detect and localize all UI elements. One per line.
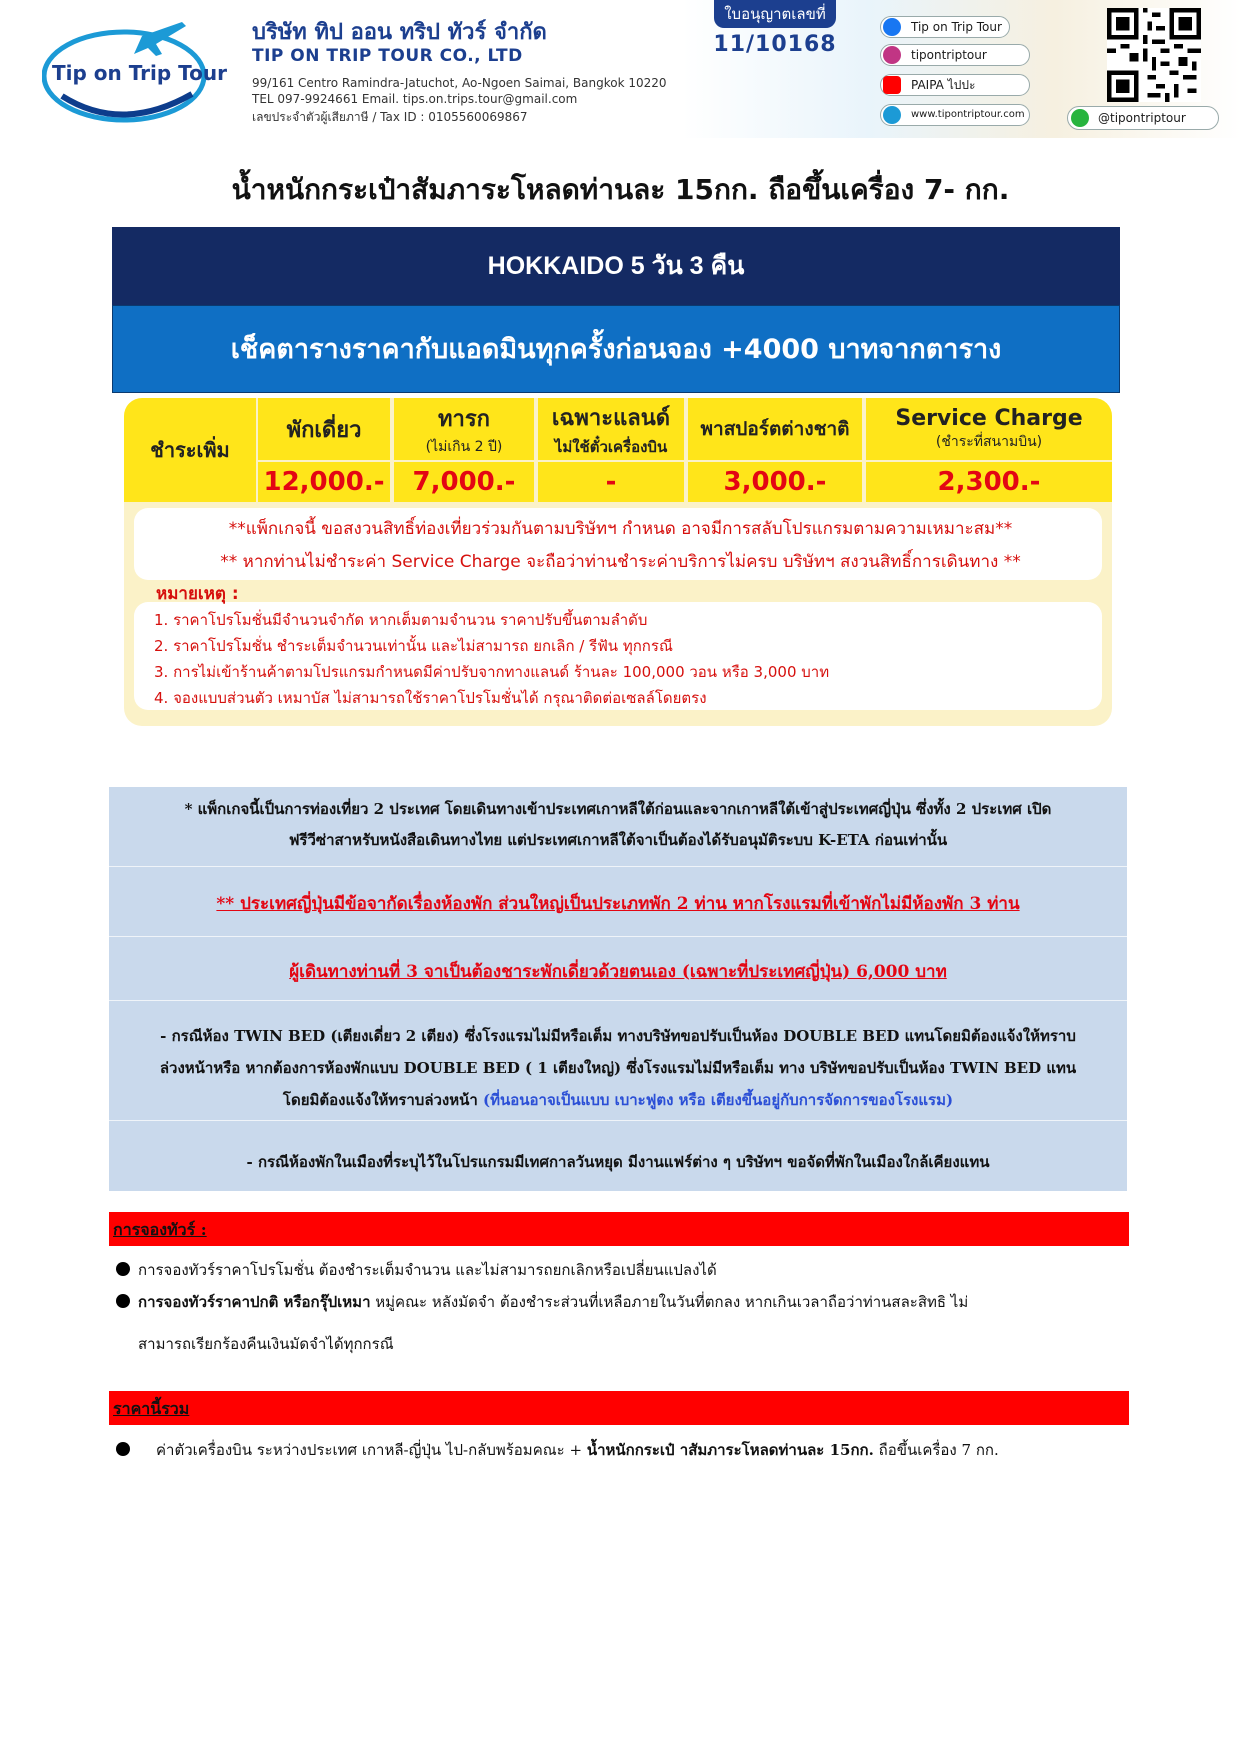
bullet-icon (116, 1442, 130, 1456)
instagram-label: tipontriptour (911, 48, 987, 62)
col-subtitle: (ชำระที่สนามบิน) (935, 433, 1043, 450)
third-traveler-warning: ผู้เดินทางท่านที่ 3 จาเป็นต้องชาระพักเดี่ยวด้วยตนเอง (เฉพาะที่ประเทศญี่ปุ่น) 6,000 บาท (289, 962, 947, 982)
logo-text: Tip on Trip Tour (52, 61, 227, 85)
bullet-icon (116, 1294, 130, 1308)
col-title: พักเดี่ยว (286, 417, 362, 443)
note-item: 3. การไม่เข้าร้านค้าตามโปรแกรมกำหนดมีค่าปรับจากทางแลนด์ ร้านละ 100,000 วอน หรือ 3,000 บาท (154, 663, 830, 681)
info-separator (109, 936, 1127, 937)
facebook-label: Tip on Trip Tour (911, 20, 1002, 34)
includes-text: ค่าตัวเครื่องบิน ระหว่างประเทศ เกาหลี-ญี่ปุ่น ไป-กลับพร้อมคณะ + (156, 1441, 587, 1459)
company-name-thai: บริษัท ทิป ออน ทริป ทัวร์ จำกัด (252, 20, 547, 45)
company-tax-id: เลขประจำตัวผู้เสียภาษี / Tax ID : 0105560069867 (252, 110, 528, 124)
booking-item (138, 1290, 968, 1314)
col-single-header (258, 398, 392, 460)
booking-item-emphasis: การจองทัวร์ราคาปกติ หรือกรุ๊ปเหมา (138, 1293, 371, 1311)
info-line: ฟรีวีซ่าสาหรับหนังสือเดินทางไทย แต่ประเทศเกาหลีใต้จาเป็นต้องได้รับอนุมัติระบบ K-ETA ก่อนเท่านั้น (288, 831, 948, 849)
booking-item: การจองทัวร์ราคาโปรโมชั่น ต้องชำระเต็มจำนวน และไม่สามารถยกเลิกหรือเปลี่ยนแปลงได้ (138, 1261, 717, 1279)
price-infant: 7,000.- (394, 462, 536, 502)
condition-line: ** หากท่านไม่ชำระค่า Service Charge จะถือว่าท่านชำระค่าบริการไม่ครบ บริษัทฯ สงวนสิทธิ์การเดินทาง ** (220, 552, 1021, 572)
note-item: 4. จองแบบส่วนตัว เหมาบัส ไม่สามารถใช้ราคาโปรโมชั่นได้ กรุณาติดต่อเซลล์โดยตรง (154, 689, 707, 707)
notes-title: หมายเหตุ : (156, 584, 239, 604)
col-subtitle: ไม่ใช้ตั๋วเครื่องบิน (554, 437, 668, 456)
website-link[interactable] (880, 104, 1030, 126)
col-title: ทารก (438, 406, 490, 432)
instagram-icon (883, 46, 901, 64)
col-service-charge-header (866, 398, 1112, 460)
instagram-link[interactable] (880, 44, 1030, 66)
info-separator (109, 866, 1127, 867)
col-title: Service Charge (895, 405, 1083, 431)
line-link[interactable] (1067, 106, 1219, 130)
surcharge-table (124, 398, 1112, 501)
includes-section-title: ราคานี้รวม (113, 1399, 190, 1418)
col-title: พาสปอร์ตต่างชาติ (700, 418, 850, 440)
license-label: ใบอนุญาตเลขที่ (714, 0, 836, 28)
globe-icon (883, 106, 901, 124)
page-header (0, 0, 1241, 138)
booking-section-title: การจองทัวร์ : (113, 1220, 207, 1239)
price-land-only: - (538, 462, 686, 502)
surcharge-row-label: ชำระเพิ่ม (124, 398, 256, 502)
info-line: ล่วงหน้าหรือ หากต้องการห้องพักแบบ DOUBLE BED ( 1 เตียงใหญ่) ซึ่งโรงแรมไม่มีหรือเต็ม ทาง บริษัทขอปรับเป็นห้อง TWIN BED แทน (159, 1059, 1077, 1077)
col-landonly-header (538, 398, 686, 460)
price-service-charge: 2,300.- (866, 462, 1112, 502)
booking-section-header (109, 1212, 1129, 1246)
license-number: 11/10168 (713, 32, 837, 57)
booking-item-continued: สามารถเรียกร้องคืนเงินมัดจำได้ทุกกรณี (138, 1335, 394, 1353)
bullet-icon (116, 1262, 130, 1276)
price-foreign-passport: 3,000.- (688, 462, 864, 502)
info-separator (109, 1120, 1127, 1121)
tour-title: HOKKAIDO 5 วัน 3 คืน (112, 227, 1120, 305)
website-label: www.tipontriptour.com (911, 109, 1025, 120)
info-separator (109, 1000, 1127, 1001)
info-line: - กรณีห้องพักในเมืองที่ระบุไว้ในโปรแกรมมีเทศกาลวันหยุด มีงานแฟร์ต่าง ๆ บริษัทฯ ขอจัดที่พักในเมืองใกล้เคียงแทน (246, 1153, 990, 1171)
license-box (700, 0, 850, 70)
facebook-link[interactable] (880, 16, 1010, 38)
col-title: เฉพาะแลนด์ (551, 405, 671, 431)
col-infant-header (394, 398, 536, 460)
tour-subtitle: เช็คตารางราคากับแอดมินทุกครั้งก่อนจอง +4000 บาทจากตาราง (112, 305, 1120, 393)
youtube-label: PAIPA ไปปะ (911, 78, 976, 92)
includes-section-header (109, 1391, 1129, 1425)
note-item: 2. ราคาโปรโมชั่น ชำระเต็มจำนวนเท่านั้น และไม่สามารถ ยกเลิก / รีฟัน ทุกกรณี (154, 637, 673, 655)
info-line: - กรณีห้อง TWIN BED (เตียงเดี่ยว 2 เตียง) ซึ่งโรงแรมไม่มีหรือเต็ม ทางบริษัทขอปรับเป็นห้อง DOUBLE BED แทนโดยมิต้องแจ้งให้ทราบ (160, 1027, 1076, 1045)
japan-room-warning: ** ประเทศญี่ปุ่นมีข้อจากัดเรื่องห้องพัก ส่วนใหญ่เป็นประเภทพัก 2 ท่าน หากโรงแรมที่เข้าพักไม่มีห้องพัก 3 ท่าน (216, 894, 1020, 914)
company-address: 99/161 Centro Ramindra-Jatuchot, Ao-Ngoen Saimai, Bangkok 10220 (252, 76, 667, 90)
line-icon (1071, 109, 1089, 127)
condition-line: **แพ็กเกจนี้ ขอสงวนสิทธิ์ท่องเที่ยวร่วมกันตามบริษัทฯ กำหนด อาจมีการสลับโปรแกรมตามความเหมาะสม** (228, 519, 1013, 539)
info-line: * แพ็กเกจนี้เป็นการท่องเที่ยว 2 ประเทศ โดยเดินทางเข้าประเทศเกาหลีใต้ก่อนและจากเกาหลีใต้เข้าสู่ประเทศญี่ปุ่น ซึ่งทั้ง 2 ประเทศ เปิด (184, 800, 1052, 818)
baggage-headline: น้ำหนักกระเป๋าสัมภาระโหลดท่านละ 15กก. ถือขึ้นเครื่อง 7- กก. (231, 173, 1010, 206)
qr-code[interactable] (1107, 8, 1201, 102)
line-label: @tipontriptour (1098, 111, 1186, 125)
info-text: โดยมิต้องแจ้งให้ทราบล่วงหน้า (282, 1091, 484, 1109)
facebook-icon (883, 18, 901, 36)
booking-item-text: หมู่คณะ หลังมัดจำ ต้องชำระส่วนที่เหลือภายในวันที่ตกลง หากเกินเวลาถือว่าท่านสละสิทธิ ไม่ (370, 1293, 969, 1311)
col-foreign-passport-header (688, 398, 864, 460)
includes-item (156, 1438, 999, 1462)
company-name-english: TIP ON TRIP TOUR CO., LTD (252, 46, 523, 66)
bedding-note: (ที่นอนอาจเป็นแบบ เบาะฟูตง หรือ เตียงขึ้นอยู่กับการจัดการของโรงแรม) (483, 1091, 954, 1109)
col-subtitle: (ไม่เกิน 2 ปี) (425, 438, 503, 455)
info-line (109, 1088, 1127, 1112)
includes-text: ถือขึ้นเครื่อง 7 กก. (873, 1441, 999, 1459)
youtube-link[interactable] (880, 74, 1030, 96)
includes-emphasis: น้ำหนักกระเป๋ าสัมภาระโหลดท่านละ 15กก. (586, 1441, 874, 1459)
note-item: 1. ราคาโปรโมชั่นมีจำนวนจำกัด หากเต็มตามจำนวน ราคาปรับขึ้นตามลำดับ (154, 611, 648, 629)
company-logo (42, 14, 228, 126)
youtube-icon (883, 76, 901, 94)
company-contact: TEL 097-9924661 Email. tips.on.trips.tour@gmail.com (252, 92, 578, 106)
price-single: 12,000.- (258, 462, 392, 502)
